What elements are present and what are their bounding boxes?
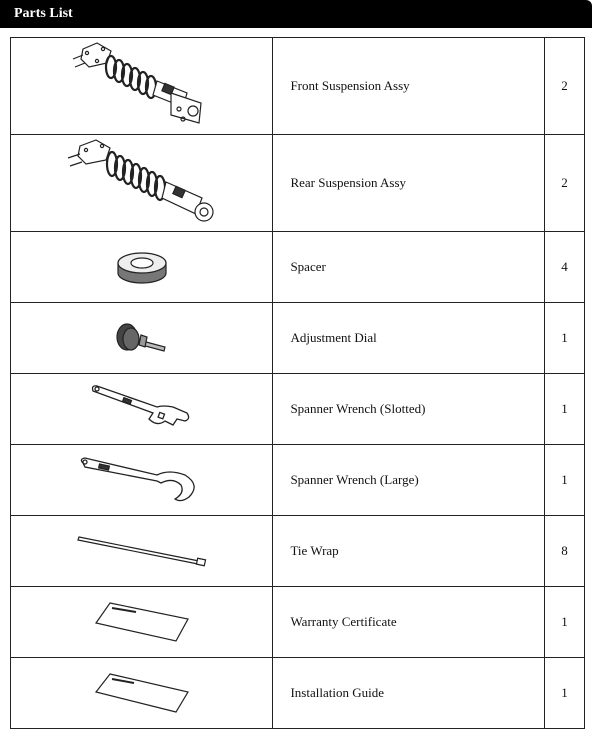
part-qty: 1 [544,445,584,516]
rear-suspension-icon [62,138,222,228]
table-row [11,587,585,658]
part-image-cell [11,374,273,445]
part-qty: 2 [544,38,584,135]
part-name: Installation Guide [273,658,544,729]
table-row [11,38,585,135]
part-image-cell [11,232,273,303]
spacer-icon [112,247,172,287]
part-name: Adjustment Dial [273,303,544,374]
part-image-cell [11,516,273,587]
front-suspension-icon [67,41,217,131]
part-name: Spacer [273,232,544,303]
guide-card-icon [92,670,192,716]
part-qty: 1 [544,658,584,729]
part-qty: 1 [544,303,584,374]
parts-list-header [0,0,592,28]
part-image-cell [11,445,273,516]
warranty-card-icon [92,599,192,645]
part-name: Warranty Certificate [273,587,544,658]
slotted-wrench-icon [87,381,197,437]
table-row [11,303,585,374]
part-image-cell [11,135,273,232]
part-qty: 2 [544,135,584,232]
page-title: Parts List [14,6,73,21]
part-name: Spanner Wrench (Large) [273,445,544,516]
adjustment-dial-icon [107,315,177,361]
table-row [11,445,585,516]
table-row [11,658,585,729]
part-qty: 4 [544,232,584,303]
large-wrench-icon [77,455,207,505]
part-image-cell [11,38,273,135]
part-qty: 1 [544,374,584,445]
tie-wrap-icon [75,531,209,571]
part-image-cell [11,658,273,729]
part-qty: 8 [544,516,584,587]
part-name: Tie Wrap [273,516,544,587]
part-name: Front Suspension Assy [273,38,544,135]
part-name: Spanner Wrench (Slotted) [273,374,544,445]
table-row [11,516,585,587]
table-row [11,374,585,445]
parts-table [10,37,585,729]
part-qty: 1 [544,587,584,658]
table-row [11,135,585,232]
part-image-cell [11,587,273,658]
part-name: Rear Suspension Assy [273,135,544,232]
table-row [11,232,585,303]
part-image-cell [11,303,273,374]
